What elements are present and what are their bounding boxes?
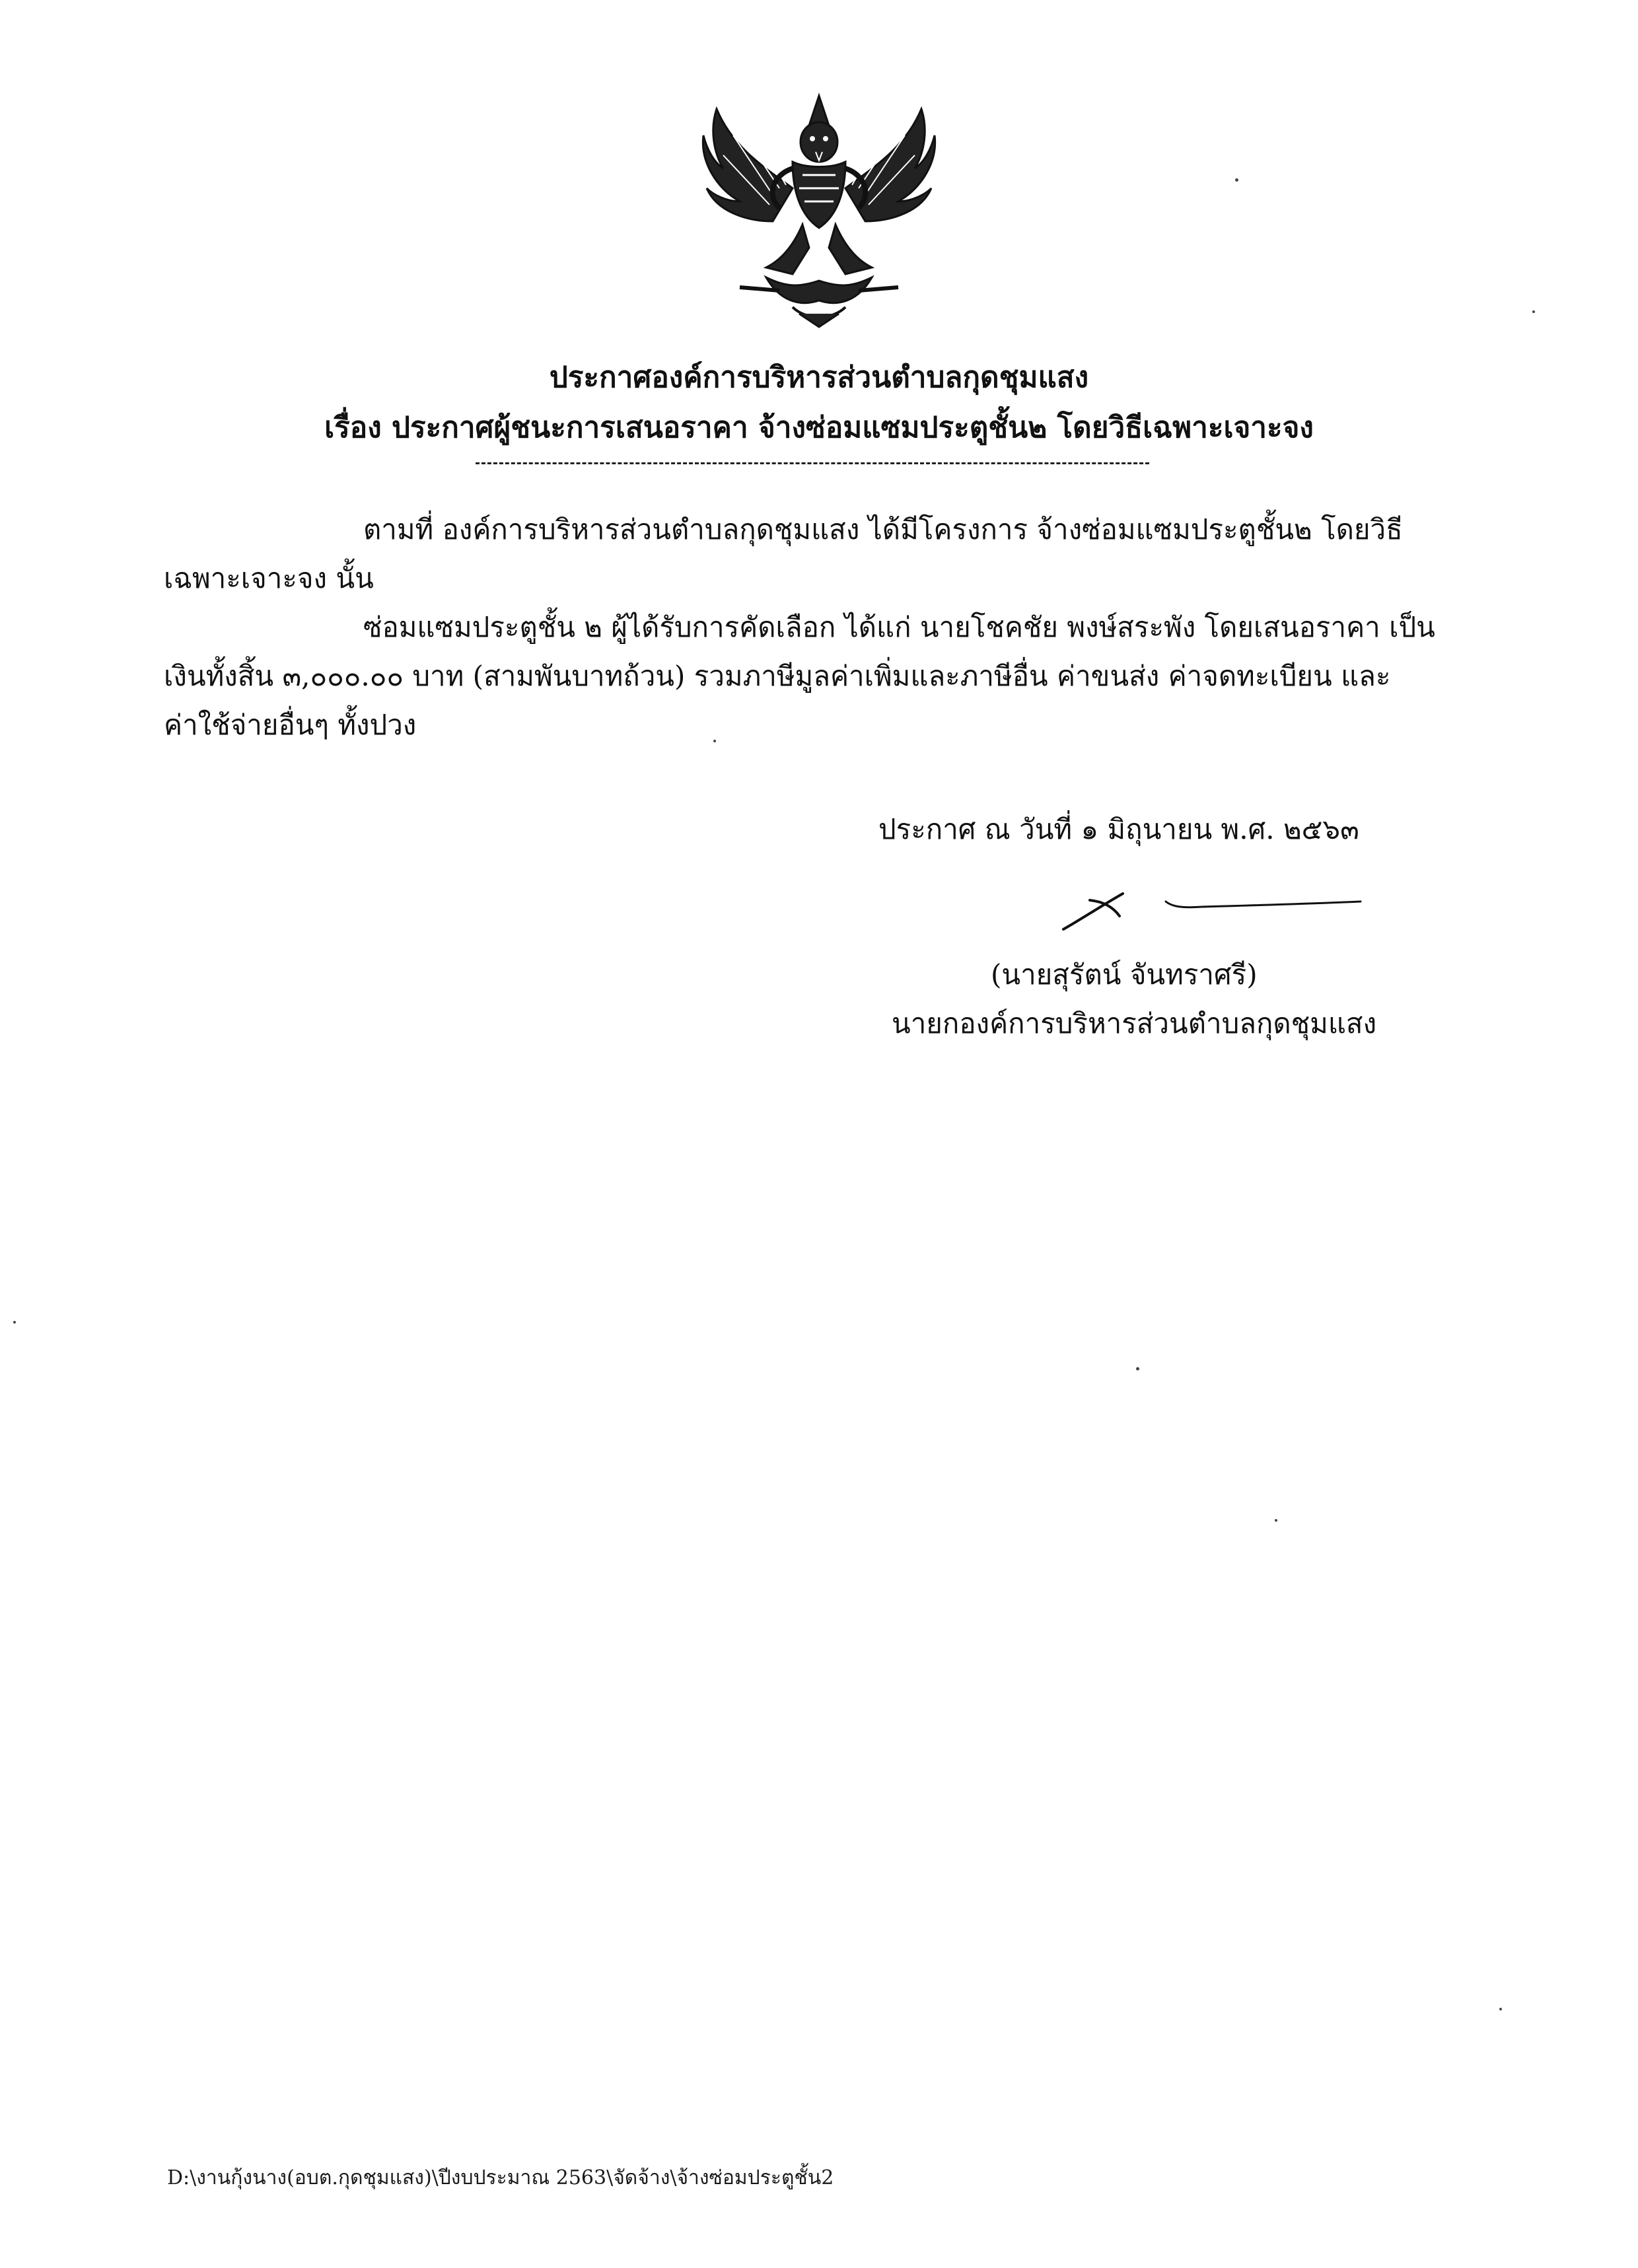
signer-title: นายกองค์การบริหารส่วนตำบลกุดชุมแสง <box>892 1007 1377 1040</box>
paragraph1-line2: เฉพาะเจาะจง นั้น <box>164 562 374 594</box>
announcement-date: ประกาศ ณ วันที่ ๑ มิถุนายน พ.ศ. ๒๕๖๓ <box>878 813 1359 845</box>
heading-divider <box>476 462 1149 464</box>
paragraph2-line2: เงินทั้งสิ้น ๓,๐๐๐.๐๐ บาท (สามพันบาทถ้วน) รวมภาษีมูลค่าเพิ่มและภาษีอื่น ค่าขนส่ง ค่าจดทะเบียน และ <box>164 660 1391 692</box>
scan-speck <box>713 740 716 742</box>
scan-speck <box>1532 310 1535 313</box>
signer-name: (นายสุรัตน์ จันทราศรี) <box>991 958 1258 991</box>
scan-speck <box>1499 2008 1502 2010</box>
scan-speck <box>1275 1519 1277 1522</box>
paragraph1-line1: ตามที่ องค์การบริหารส่วนตำบลกุดชุมแสง ได้มีโครงการ จ้างซ่อมแซมประตูชั้น๒ โดยวิธี <box>363 513 1403 546</box>
announcement-subject: เรื่อง ประกาศผู้ชนะการเสนอราคา จ้างซ่อมแซมประตูชั้น๒ โดยวิธีเฉพาะเจาะจง <box>324 411 1314 444</box>
handwritten-signature-icon <box>1050 882 1394 941</box>
scan-speck <box>1235 178 1238 182</box>
garuda-emblem-icon <box>694 89 944 330</box>
announcement-header: ประกาศองค์การบริหารส่วนตำบลกุดชุมแสง <box>549 361 1089 394</box>
scan-speck <box>1136 1367 1139 1370</box>
paragraph2-line3: ค่าใช้จ่ายอื่นๆ ทั้งปวง <box>164 709 417 741</box>
paragraph2-line1: ซ่อมแซมประตูชั้น ๒ ผู้ได้รับการคัดเลือก ได้แก่ นายโชคชัย พงษ์สระพัง โดยเสนอราคา เป็น <box>363 611 1435 643</box>
scan-speck <box>13 1321 16 1324</box>
footer-file-path: D:\งานกุ้งนาง(อบต.กุดชุมแสง)\ปีงบประมาณ 2563\จัดจ้าง\จ้างซ่อมประตูชั้น2 <box>167 2166 834 2189</box>
